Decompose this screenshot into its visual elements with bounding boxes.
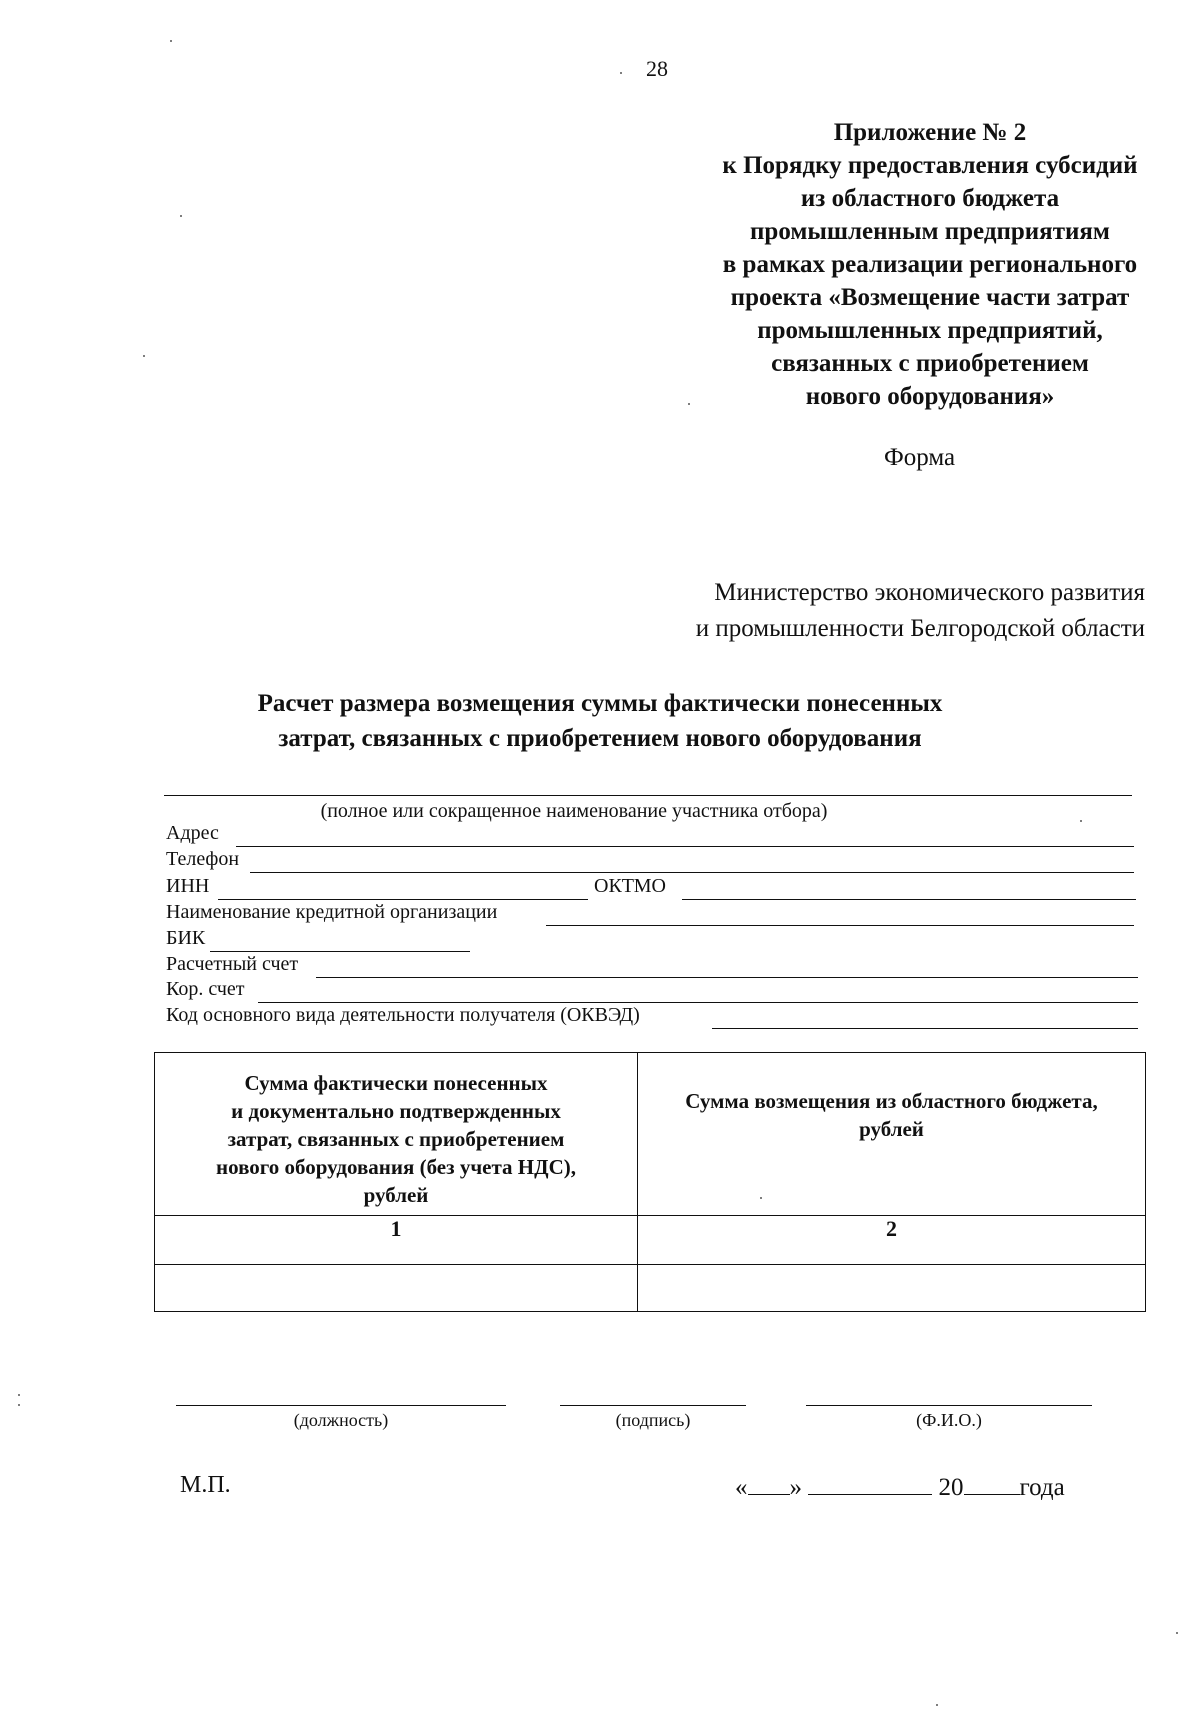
- participant-caption: (полное или сокращенное наименование участника отбора): [320, 800, 828, 822]
- signature-caption: (подпись): [615, 1410, 691, 1430]
- bik-label: БИК: [166, 927, 206, 949]
- oktmo-field[interactable]: [682, 899, 1136, 900]
- scan-speck: [170, 40, 172, 42]
- ministry-line-2: и промышленности Белгородской области: [695, 615, 1145, 642]
- title-line-1: Расчет размера возмещения суммы фактически понесенных: [257, 690, 943, 717]
- header-line: нового оборудования (без учета НДС),: [216, 1155, 576, 1179]
- reimbursement-amount-cell[interactable]: [638, 1265, 1146, 1312]
- page-number: 28: [646, 56, 668, 81]
- date-suffix: года: [1019, 1474, 1065, 1501]
- date-open-quote: «: [735, 1474, 748, 1501]
- scan-speck: [18, 1404, 20, 1406]
- address-label: Адрес: [166, 822, 219, 844]
- position-field[interactable]: [176, 1405, 506, 1406]
- address-field[interactable]: [236, 846, 1134, 847]
- column-number: 2: [638, 1216, 1146, 1265]
- bik-field[interactable]: [210, 951, 470, 952]
- scan-speck: [180, 215, 182, 217]
- scan-speck: [620, 72, 622, 74]
- column-number: 1: [155, 1216, 638, 1265]
- annex-line: промышленных предприятий,: [757, 317, 1103, 344]
- annex-line: к Порядку предоставления субсидий: [722, 152, 1138, 179]
- annex-line: связанных с приобретением: [771, 350, 1089, 377]
- header-line: рублей: [363, 1183, 429, 1207]
- scan-speck: [760, 1197, 762, 1199]
- bank-name-label: Наименование кредитной организации: [166, 901, 498, 923]
- scan-speck: [143, 355, 145, 357]
- annex-line: Приложение № 2: [833, 119, 1027, 146]
- table-row: [155, 1216, 1146, 1265]
- account-label: Расчетный счет: [166, 953, 299, 975]
- date-line: [735, 1474, 1065, 1502]
- okved-label: Код основного вида деятельности получателя (ОКВЭД): [166, 1004, 640, 1026]
- ministry-addressee: [520, 575, 1145, 647]
- ministry-line-1: Министерство экономического развития: [714, 579, 1145, 606]
- bank-name-field[interactable]: [546, 925, 1134, 926]
- corr-account-field[interactable]: [258, 1002, 1138, 1003]
- phone-field[interactable]: [250, 872, 1134, 873]
- signature-field[interactable]: [560, 1405, 746, 1406]
- position-caption: (должность): [293, 1410, 389, 1430]
- account-field[interactable]: [316, 977, 1138, 978]
- table-header-row: [155, 1053, 1146, 1216]
- annex-line: нового оборудования»: [805, 383, 1055, 410]
- header-line: Сумма возмещения из областного бюджета,: [685, 1089, 1098, 1113]
- scan-speck: [18, 1394, 20, 1396]
- reimbursement-table: [154, 1052, 1146, 1312]
- header-line: затрат, связанных с приобретением: [227, 1127, 565, 1151]
- document-title: [150, 686, 1050, 756]
- annex-line: проекта «Возмещение части затрат: [730, 284, 1130, 311]
- inn-field[interactable]: [218, 899, 588, 900]
- table-header-cell: [638, 1053, 1146, 1216]
- participant-name-field[interactable]: [164, 795, 1132, 796]
- year-field[interactable]: [964, 1474, 1020, 1495]
- header-line: Сумма фактически понесенных: [244, 1071, 548, 1095]
- table-header-cell: [155, 1053, 638, 1216]
- scan-speck: [1080, 820, 1082, 822]
- header-line: и документально подтвержденных: [231, 1099, 561, 1123]
- scan-speck: [936, 1704, 938, 1706]
- header-line: рублей: [859, 1117, 924, 1141]
- annex-line: из областного бюджета: [800, 185, 1060, 212]
- okved-field[interactable]: [712, 1028, 1138, 1029]
- inn-label: ИНН: [166, 875, 210, 897]
- annex-header: [640, 116, 1200, 413]
- stamp-place: М.П.: [180, 1472, 231, 1498]
- full-name-field[interactable]: [806, 1405, 1092, 1406]
- table-row: [155, 1265, 1146, 1312]
- title-line-2: затрат, связанных с приобретением нового оборудования: [278, 725, 922, 752]
- date-century: 20: [938, 1474, 964, 1501]
- phone-label: Телефон: [166, 848, 240, 870]
- date-close-quote: »: [789, 1474, 802, 1501]
- annex-line: в рамках реализации регионального: [722, 251, 1138, 278]
- full-name-caption: (Ф.И.О.): [916, 1410, 982, 1430]
- actual-costs-cell[interactable]: [155, 1265, 638, 1312]
- form-label: Форма: [884, 444, 956, 471]
- month-field[interactable]: [808, 1474, 932, 1495]
- scan-speck: [688, 403, 690, 405]
- oktmo-label: ОКТМО: [594, 875, 666, 897]
- day-field[interactable]: [748, 1474, 790, 1495]
- scan-speck: [1176, 1632, 1178, 1634]
- corr-account-label: Кор. счет: [166, 978, 245, 1000]
- annex-line: промышленным предприятиям: [750, 218, 1110, 245]
